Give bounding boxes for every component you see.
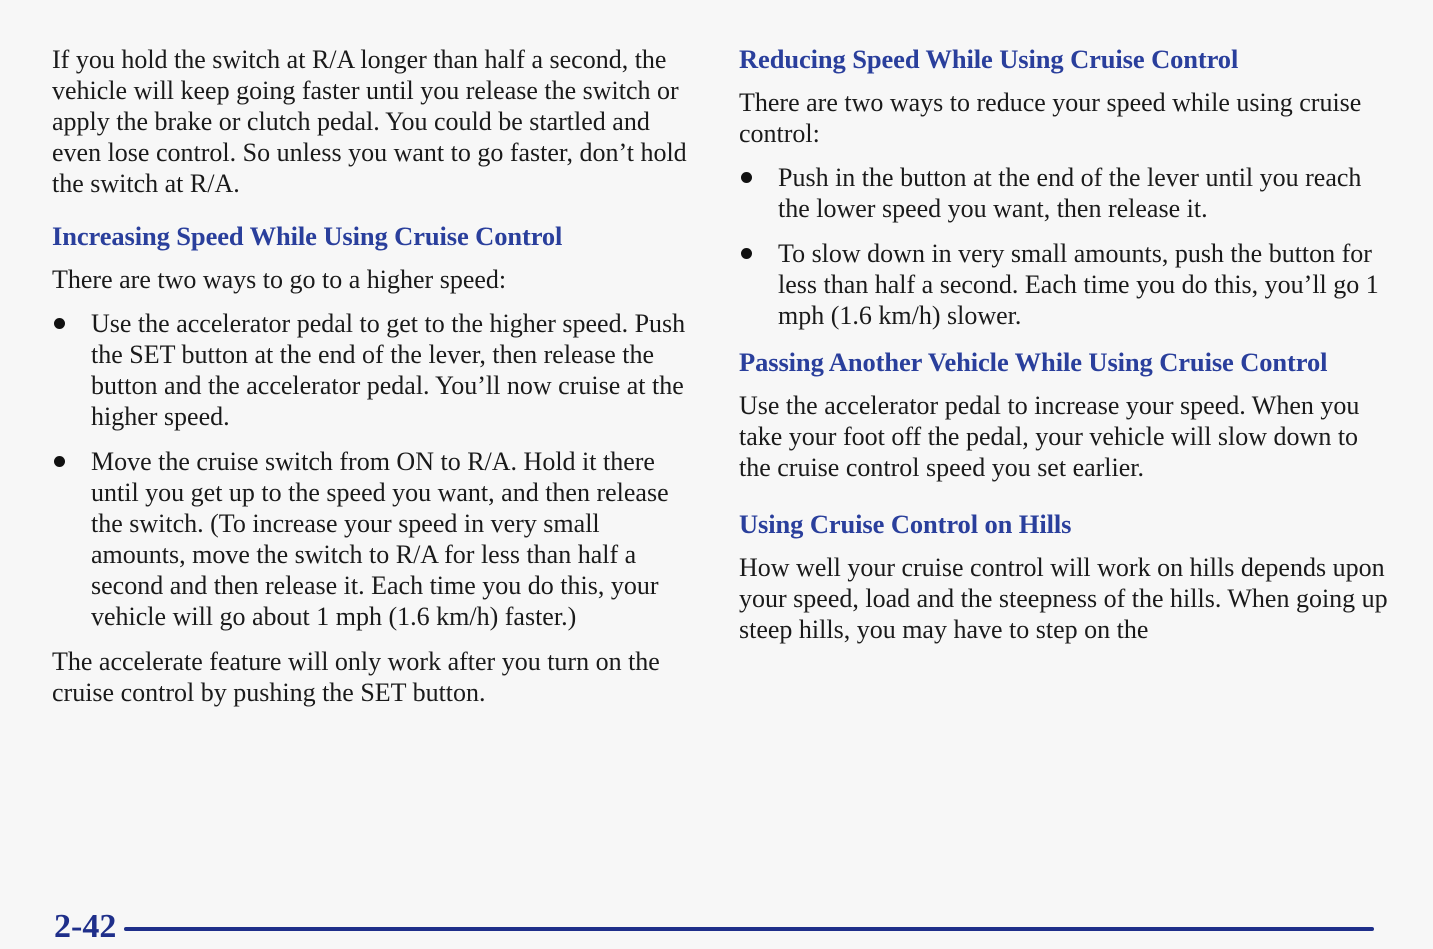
list-item-text: To slow down in very small amounts, push the button for less than half a second. Each time you do this, you’ll go 1 mph (1.6 km/h) slower. bbox=[778, 239, 1379, 330]
page-footer bbox=[54, 905, 1376, 949]
bullet-icon bbox=[54, 318, 65, 329]
passing-vehicle-paragraph: Use the accelerator pedal to increase your speed. When you take your foot off the pedal, your vehicle will slow down to the cruise control speed you set earlier. bbox=[739, 391, 1360, 482]
footer-rule bbox=[124, 927, 1374, 931]
bullet-icon bbox=[54, 456, 65, 467]
list-item bbox=[52, 308, 687, 432]
reducing-speed-intro: There are two ways to reduce your speed while using cruise control: bbox=[739, 88, 1362, 148]
list-item bbox=[52, 446, 687, 632]
list-item-text: Move the cruise switch from ON to R/A. Hold it there until you get up to the speed you want, and then release the switch. (To increase your speed in very small amounts, move the switch to R/A for less than half a second and then release it. Each time you do this, your vehicle will go about 1 mph (1.6 km/h) faster.) bbox=[91, 447, 669, 631]
reducing-speed-list bbox=[739, 162, 1389, 331]
accelerate-note: The accelerate feature will only work after you turn on the cruise control by pushing the SET button. bbox=[52, 647, 660, 707]
hills-paragraph: How well your cruise control will work on hills depends upon your speed, load and the steepness of the hills. When going up steep hills, you may have to step on the bbox=[739, 553, 1388, 644]
reducing-speed-heading: Reducing Speed While Using Cruise Control bbox=[739, 44, 1239, 74]
increasing-speed-list bbox=[52, 308, 687, 632]
intro-paragraph: If you hold the switch at R/A longer than half a second, the vehicle will keep going faster until you release the switch or apply the brake or clutch pedal. You could be startled and even lose control. So unless you want to go faster, don’t hold the switch at R/A. bbox=[52, 45, 687, 198]
increasing-speed-heading: Increasing Speed While Using Cruise Control bbox=[52, 221, 563, 251]
page-number: 2-42 bbox=[54, 908, 117, 945]
passing-vehicle-heading: Passing Another Vehicle While Using Cruise Control bbox=[739, 347, 1328, 377]
bullet-icon bbox=[741, 172, 752, 183]
list-item bbox=[739, 162, 1389, 224]
increasing-speed-intro: There are two ways to go to a higher speed: bbox=[52, 265, 507, 294]
right-column bbox=[739, 44, 1389, 645]
list-item-text: Use the accelerator pedal to get to the higher speed. Push the SET button at the end of the lever, then release the button and the accelerator pedal. You’ll now cruise at the higher speed. bbox=[91, 309, 686, 431]
list-item-text: Push in the button at the end of the lever until you reach the lower speed you want, then release it. bbox=[778, 163, 1362, 223]
hills-heading: Using Cruise Control on Hills bbox=[739, 509, 1072, 539]
list-item bbox=[739, 238, 1389, 331]
left-column bbox=[52, 44, 687, 708]
bullet-icon bbox=[741, 248, 752, 259]
